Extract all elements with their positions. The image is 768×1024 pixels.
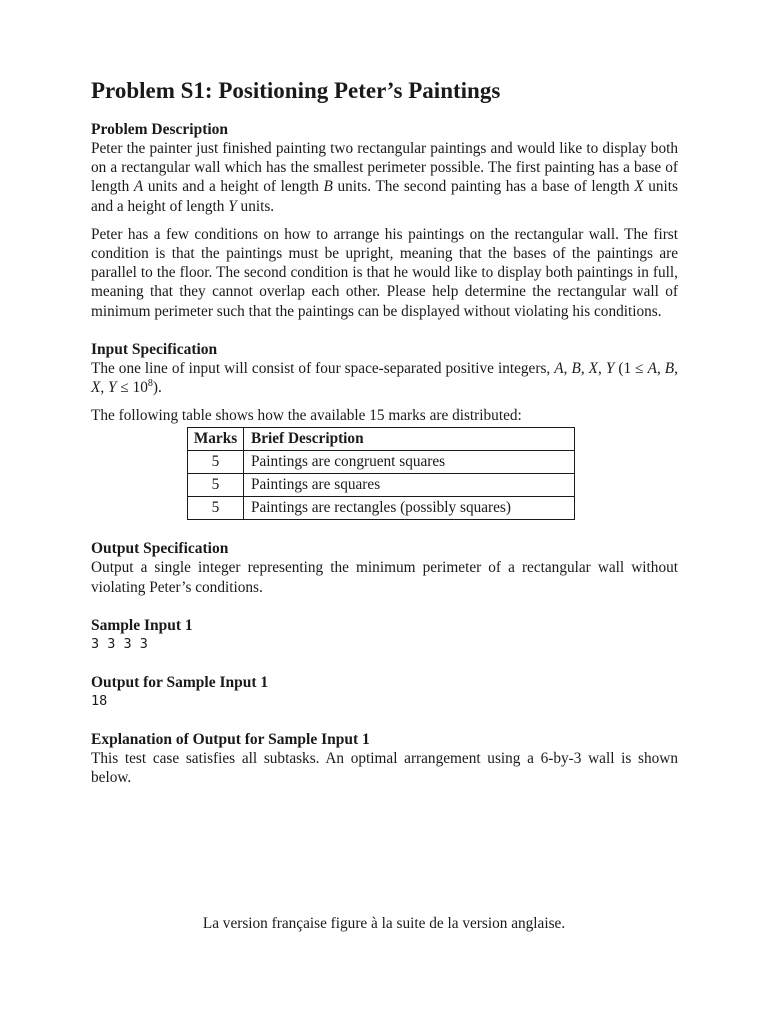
explanation-heading: Explanation of Output for Sample Input 1 xyxy=(91,730,370,748)
description-cell: Paintings are squares xyxy=(244,474,575,497)
table-row xyxy=(188,497,575,520)
output-specification-heading: Output Specification xyxy=(91,540,229,558)
description-cell: Paintings are congruent squares xyxy=(244,451,575,474)
sample-input-heading: Sample Input 1 xyxy=(91,616,193,634)
page-title: Problem S1: Positioning Peter’s Paintings xyxy=(91,78,501,103)
marks-column-header: Marks xyxy=(188,428,244,451)
marks-cell: 5 xyxy=(188,497,244,520)
problem-description-paragraph-2: Peter has a few conditions on how to arrange his paintings on the rectangular wall. The first condition is that the paintings must be upright, meaning that the bases of the paintings are parallel to the floor. The second condition is that he would like to display both paintings in full, meaning that they cannot overlap each other. Please help determine the rectangular wall of minimum perimeter such that the paintings can be displayed without violating his conditions. xyxy=(91,225,678,320)
description-cell: Paintings are rectangles (possibly squares) xyxy=(244,497,575,520)
output-specification-text: Output a single integer representing the minimum perimeter of a rectangular wall without violating Peter’s conditions. xyxy=(91,559,678,596)
marks-cell: 5 xyxy=(188,451,244,474)
problem-page xyxy=(91,78,678,787)
explanation-text: This test case satisfies all subtasks. An optimal arrangement using a 6-by-3 wall is shown below. xyxy=(91,749,678,787)
table-row xyxy=(188,474,575,497)
marks-table-intro: The following table shows how the available 15 marks are distributed: xyxy=(91,407,522,425)
problem-description-heading: Problem Description xyxy=(91,121,229,138)
marks-table-header-row xyxy=(188,428,575,451)
marks-cell: 5 xyxy=(188,474,244,497)
input-specification-text: The one line of input will consist of four space-separated positive integers, A, B, X, Y (1 ≤ A, B, X, $Y \le 10^8$). xyxy=(91,359,678,397)
table-row xyxy=(188,451,575,474)
problem-description-paragraph-1: Peter the painter just finished painting two rectangular paintings and would like to display both on a rectangular wall which has the smallest perimeter possible. The first painting has a base of length A units and a height of length B units. The second painting has a base of length X units and a height of length Y units. xyxy=(91,140,678,215)
sample-output-heading: Output for Sample Input 1 xyxy=(91,673,269,691)
sample-output-value: 18 xyxy=(91,692,108,709)
french-version-note: La version française figure à la suite de la version anglaise. xyxy=(202,915,566,932)
sample-input-value: 3 3 3 3 xyxy=(91,635,148,652)
input-specification-heading: Input Specification xyxy=(91,340,218,358)
marks-table xyxy=(187,427,575,520)
description-column-header: Brief Description xyxy=(244,428,575,451)
